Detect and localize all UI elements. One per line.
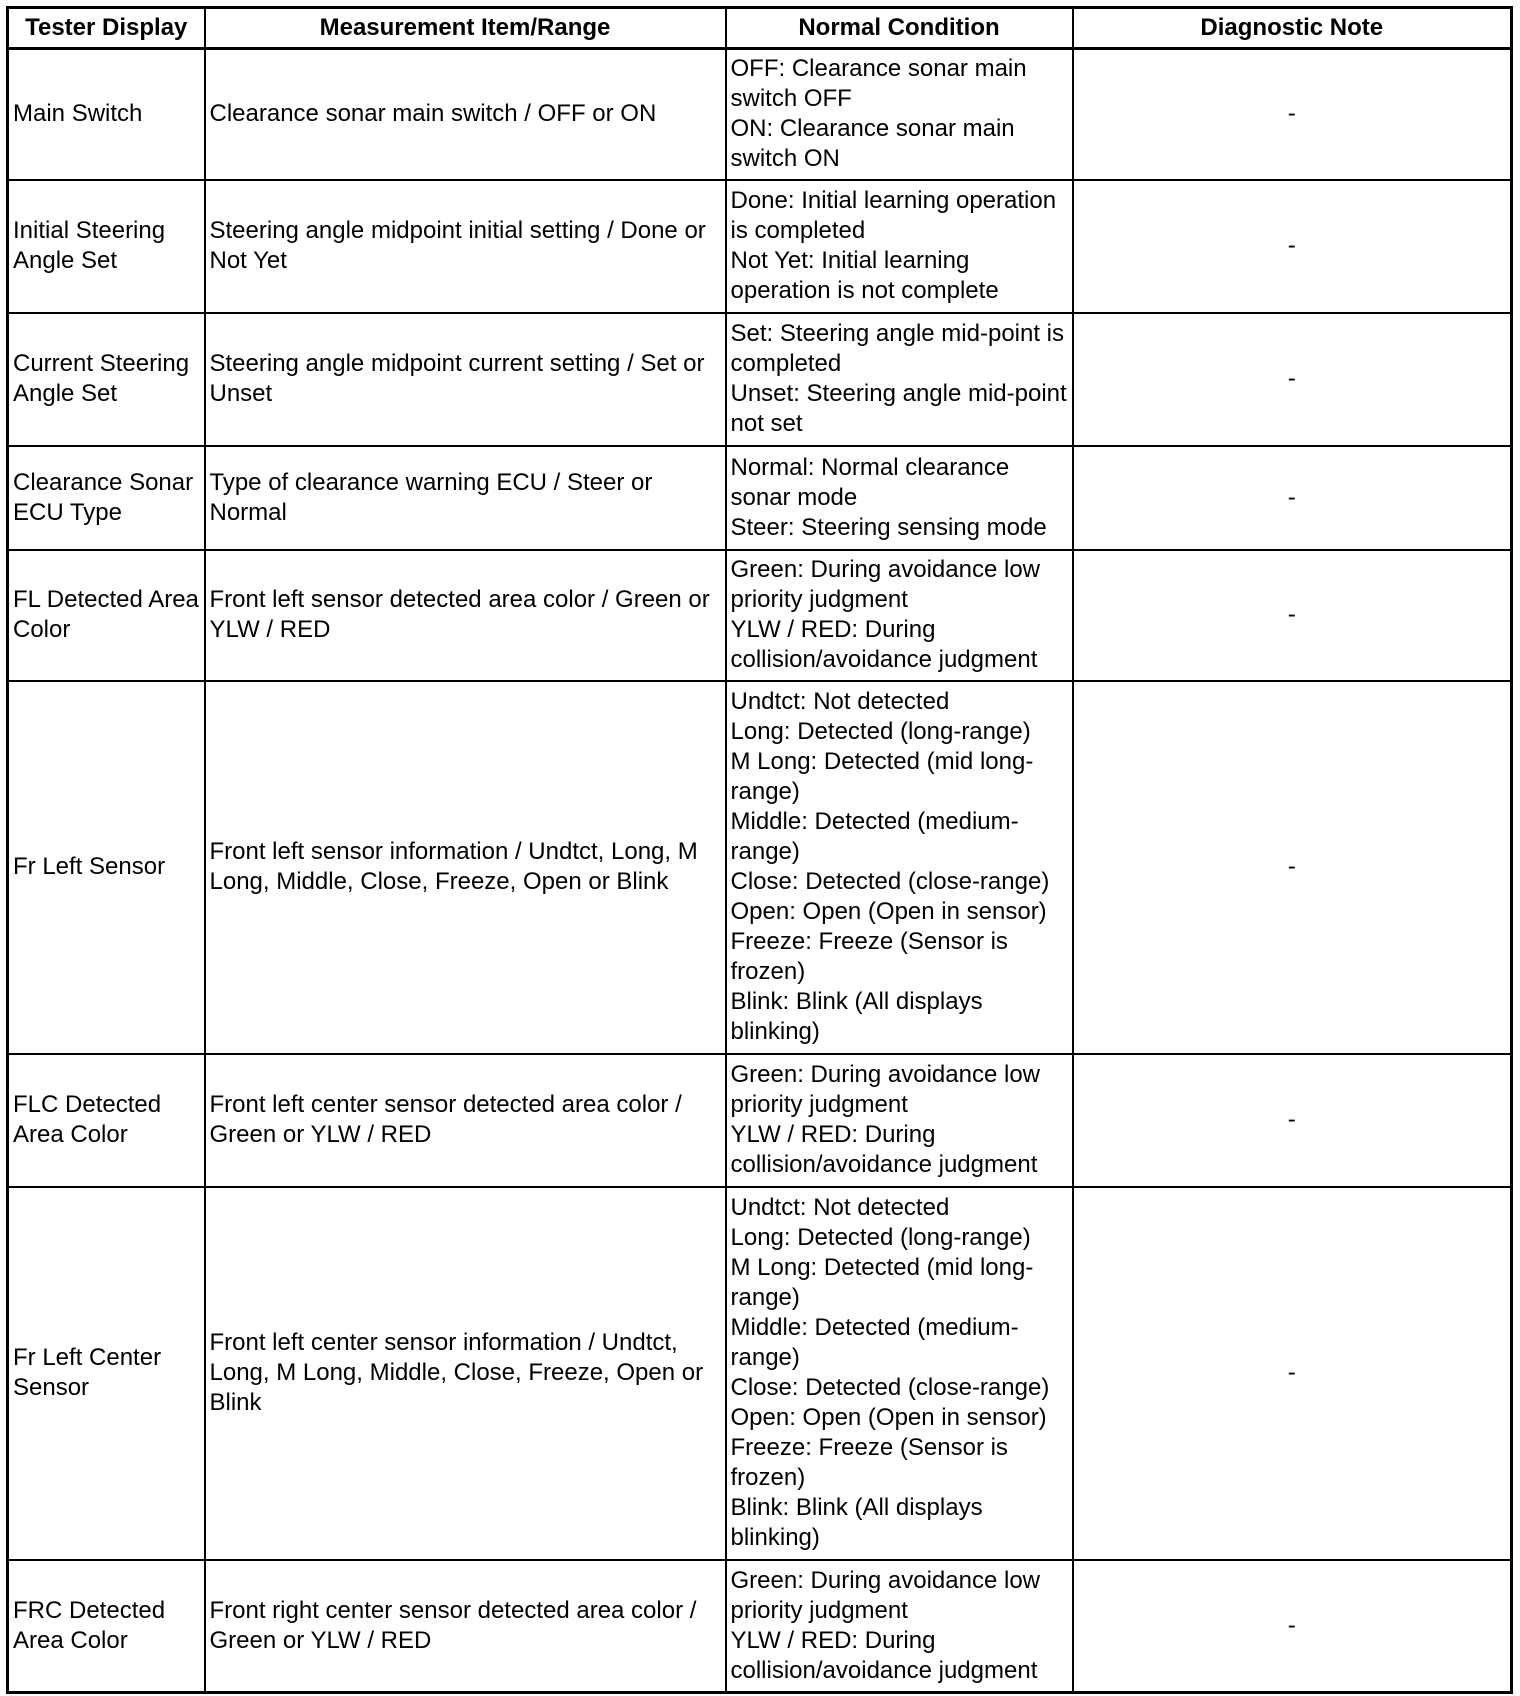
table-row xyxy=(8,180,1512,313)
table-row xyxy=(8,550,1512,681)
normal-condition-line: Long: Detected (long-range) xyxy=(730,1224,1031,1251)
normal-condition-line: Green: During avoidance low priority judgment xyxy=(730,1566,1041,1624)
cell-normal-condition xyxy=(726,681,1073,1054)
cell-diagnostic-note: - xyxy=(1073,49,1512,180)
cell-measurement-item-range: Type of clearance warning ECU / Steer or Normal xyxy=(205,446,726,550)
normal-condition-line: Done: Initial learning operation is completed xyxy=(730,187,1057,244)
tester-data-table xyxy=(6,6,1513,1694)
normal-condition-line: Freeze: Freeze (Sensor is frozen) xyxy=(730,928,1008,985)
normal-condition-line: ON: Clearance sonar main switch ON xyxy=(730,115,1015,173)
header-normal-condition: Normal Condition xyxy=(726,8,1073,49)
normal-condition-line: Open: Open (Open in sensor) xyxy=(730,1404,1047,1431)
cell-normal-condition xyxy=(726,1054,1073,1187)
cell-normal-condition xyxy=(726,446,1073,550)
cell-diagnostic-note: - xyxy=(1073,550,1512,681)
cell-diagnostic-note: - xyxy=(1073,313,1512,446)
cell-measurement-item-range: Clearance sonar main switch / OFF or ON xyxy=(205,49,726,180)
cell-diagnostic-note: - xyxy=(1073,681,1512,1054)
normal-condition-line: Set: Steering angle mid-point is completed xyxy=(730,320,1065,377)
cell-tester-display: FL Detected Area Color xyxy=(8,550,205,681)
normal-condition-line: Green: During avoidance low priority judgment xyxy=(730,1061,1041,1118)
normal-condition-line: Green: During avoidance low priority judgment xyxy=(730,556,1041,613)
normal-condition-line: YLW / RED: During collision/avoidance judgment xyxy=(730,1121,1038,1178)
cell-tester-display: Fr Left Sensor xyxy=(8,681,205,1054)
normal-condition-line: Open: Open (Open in sensor) xyxy=(730,898,1047,925)
normal-condition-line: Undtct: Not detected xyxy=(730,1194,950,1221)
normal-condition-line: M Long: Detected (mid long-range) xyxy=(730,1254,1034,1311)
cell-diagnostic-note: - xyxy=(1073,446,1512,550)
cell-measurement-item-range: Front left center sensor detected area color / Green or YLW / RED xyxy=(205,1054,726,1187)
cell-diagnostic-note: - xyxy=(1073,180,1512,313)
header-tester-display: Tester Display xyxy=(8,8,205,49)
normal-condition-line: Middle: Detected (medium-range) xyxy=(730,1314,1019,1371)
header-measurement-item-range: Measurement Item/Range xyxy=(205,8,726,49)
cell-normal-condition xyxy=(726,550,1073,681)
cell-tester-display: Initial Steering Angle Set xyxy=(8,180,205,313)
cell-tester-display: Clearance Sonar ECU Type xyxy=(8,446,205,550)
table-row xyxy=(8,1054,1512,1187)
cell-measurement-item-range: Front left sensor information / Undtct, Long, M Long, Middle, Close, Freeze, Open or Blink xyxy=(205,681,726,1054)
normal-condition-line: Blink: Blink (All displays blinking) xyxy=(730,1494,983,1551)
cell-measurement-item-range: Steering angle midpoint current setting / Set or Unset xyxy=(205,313,726,446)
cell-normal-condition xyxy=(726,1187,1073,1560)
cell-tester-display: Fr Left Center Sensor xyxy=(8,1187,205,1560)
table-row xyxy=(8,313,1512,446)
normal-condition-line: YLW / RED: During collision/avoidance judgment xyxy=(730,1626,1038,1684)
cell-tester-display: Current Steering Angle Set xyxy=(8,313,205,446)
normal-condition-line: Normal: Normal clearance sonar mode xyxy=(730,453,1010,511)
data-list-sheet xyxy=(6,6,1510,1692)
table-row xyxy=(8,1187,1512,1560)
cell-measurement-item-range: Front left center sensor information / Undtct, Long, M Long, Middle, Close, Freeze, Open or Blink xyxy=(205,1187,726,1560)
normal-condition-line: Close: Detected (close-range) xyxy=(730,1374,1050,1401)
cell-measurement-item-range: Steering angle midpoint initial setting / Done or Not Yet xyxy=(205,180,726,313)
cell-diagnostic-note: - xyxy=(1073,1054,1512,1187)
normal-condition-line: Close: Detected (close-range) xyxy=(730,868,1050,895)
normal-condition-line: Middle: Detected (medium-range) xyxy=(730,808,1019,865)
normal-condition-line: Steer: Steering sensing mode xyxy=(730,513,1047,541)
normal-condition-line: Undtct: Not detected xyxy=(730,688,950,715)
normal-condition-line: Unset: Steering angle mid-point not set xyxy=(730,380,1067,437)
normal-condition-line: M Long: Detected (mid long-range) xyxy=(730,748,1034,805)
cell-measurement-item-range: Front right center sensor detected area color / Green or YLW / RED xyxy=(205,1560,726,1693)
normal-condition-line: Freeze: Freeze (Sensor is frozen) xyxy=(730,1434,1008,1491)
cell-diagnostic-note: - xyxy=(1073,1560,1512,1693)
normal-condition-line: Long: Detected (long-range) xyxy=(730,718,1031,745)
cell-normal-condition xyxy=(726,49,1073,180)
cell-tester-display: Main Switch xyxy=(8,49,205,180)
cell-diagnostic-note: - xyxy=(1073,1187,1512,1560)
normal-condition-line: OFF: Clearance sonar main switch OFF xyxy=(730,55,1027,113)
cell-tester-display: FLC Detected Area Color xyxy=(8,1054,205,1187)
cell-normal-condition xyxy=(726,313,1073,446)
cell-normal-condition xyxy=(726,1560,1073,1693)
table-row xyxy=(8,49,1512,180)
table-row xyxy=(8,1560,1512,1693)
table-row xyxy=(8,446,1512,550)
table-body xyxy=(8,49,1512,1693)
normal-condition-line: Blink: Blink (All displays blinking) xyxy=(730,988,983,1045)
table-header-row xyxy=(8,8,1512,49)
cell-normal-condition xyxy=(726,180,1073,313)
cell-tester-display: FRC Detected Area Color xyxy=(8,1560,205,1693)
cell-measurement-item-range: Front left sensor detected area color / Green or YLW / RED xyxy=(205,550,726,681)
table-row xyxy=(8,681,1512,1054)
normal-condition-line: YLW / RED: During collision/avoidance judgment xyxy=(730,616,1038,673)
normal-condition-line: Not Yet: Initial learning operation is not complete xyxy=(730,247,999,304)
header-diagnostic-note: Diagnostic Note xyxy=(1073,8,1512,49)
